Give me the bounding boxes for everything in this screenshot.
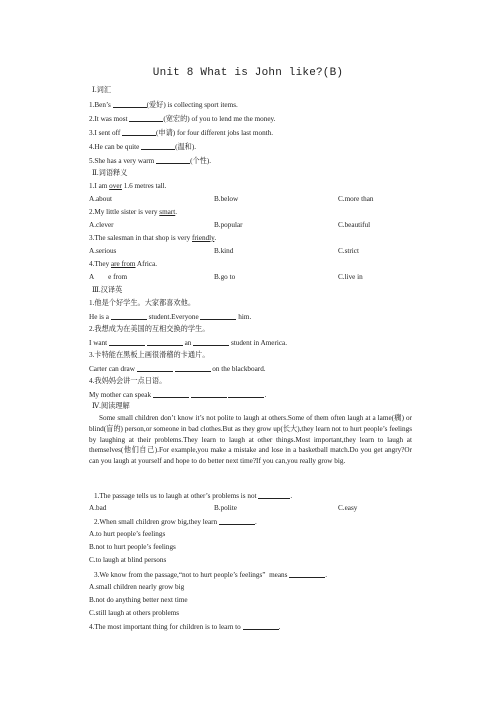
answer-blank[interactable]	[243, 622, 279, 630]
s3-answer-1: He is a student.Everyone him.	[89, 313, 252, 321]
reading-passage: Some small children don’t know it’s not polite to laugh at others.Some of them often laugh at a lame(瘸) or blind(盲的) person,or someone in bad clothes.But as they grow up(长大),they learn not to hurt people’s feelings by laughing at their problems.They learn to laugh at other things.Most important,they learn to laugh at themselves(他们自己).For example,you make a mistake and lose in a basketball match.Do you get angry?Or can you laugh at yourself and hope to do better next time?If you can,you really grow big.	[89, 414, 412, 466]
s2-question-1: 1.I am over 1.6 metres tall.	[89, 182, 167, 190]
s2-q4-options	[89, 273, 419, 282]
s2-q1-options	[89, 195, 419, 204]
section-2-heading: Ⅱ.词语释义	[92, 169, 128, 177]
option-c[interactable]: C.strict	[338, 247, 359, 255]
s4-q1-options	[89, 504, 419, 513]
option-b[interactable]: B.kind	[214, 247, 234, 255]
section-1-heading: Ⅰ.词汇	[92, 86, 112, 94]
answer-blank[interactable]	[258, 491, 290, 499]
answer-blank[interactable]	[175, 364, 211, 372]
s2-question-2: 2.My little sister is very smart.	[89, 208, 178, 216]
s3-answer-3: Carter can draw on the blackboard.	[89, 365, 266, 373]
option-c[interactable]: C.more than	[338, 195, 374, 203]
s3-question-3: 3.卡特能在黑板上画很滑稽的卡通片。	[89, 351, 210, 359]
answer-blank[interactable]	[153, 390, 189, 398]
s2-question-3: 3.The salesman in that shop is very friendly.	[89, 234, 217, 242]
option-c[interactable]: C.live in	[338, 273, 363, 281]
answer-blank[interactable]	[289, 570, 325, 578]
page-title: Unit 8 What is John like?(B)	[152, 67, 344, 79]
answer-blank[interactable]	[113, 100, 147, 108]
answer-blank[interactable]	[156, 156, 190, 164]
answer-blank[interactable]	[191, 390, 227, 398]
s4-q2-option-a[interactable]: A.to hurt people’s feelings	[89, 530, 166, 538]
s4-q3-option-a[interactable]: A.small children nearly grow big	[89, 583, 185, 591]
s4-question-4: 4.The most important thing for children is to learn to .	[89, 623, 281, 631]
section-3-heading: Ⅲ.汉译英	[92, 286, 123, 294]
s4-q3-option-c[interactable]: C.still laugh at others problems	[89, 609, 180, 617]
answer-blank[interactable]	[193, 338, 229, 346]
s4-question-3: 3.We know from the passage,“not to hurt people’s feelings” means .	[94, 571, 328, 579]
s2-question-4: 4.They are from Africa.	[89, 260, 158, 268]
answer-blank[interactable]	[147, 338, 183, 346]
s1-question-4: 4.He can be quite (温和).	[89, 143, 197, 151]
option-a[interactable]: A.bad	[89, 504, 107, 512]
s2-q3-options	[89, 247, 419, 256]
option-c[interactable]: C.beautiful	[338, 221, 371, 229]
answer-blank[interactable]	[200, 312, 236, 320]
option-c[interactable]: C.easy	[338, 504, 358, 512]
option-b[interactable]: B.below	[214, 195, 239, 203]
answer-blank[interactable]	[122, 128, 156, 136]
s1-question-5: 5.She has a very warm (个性).	[89, 157, 212, 165]
section-4-heading: Ⅳ.阅读理解	[92, 402, 130, 410]
answer-blank[interactable]	[111, 312, 147, 320]
s1-question-3: 3.I sent off (申请) for four different jobs last month.	[89, 129, 274, 137]
option-a[interactable]: A.clever	[89, 221, 114, 229]
answer-blank[interactable]	[137, 364, 173, 372]
s3-question-2: 2.我想成为在美国的互相交换的学生。	[89, 325, 210, 333]
option-a[interactable]: A.about	[89, 195, 112, 203]
s4-q2-option-c[interactable]: C.to laugh at blind persons	[89, 556, 167, 564]
s3-question-1: 1.他是个好学生。大家都喜欢他。	[89, 299, 196, 307]
s1-question-2: 2.It was most (宽宏的) of you to lend me the money.	[89, 115, 276, 123]
option-b[interactable]: B.go to	[214, 273, 236, 281]
option-a[interactable]: A e from	[89, 273, 128, 281]
s3-question-4: 4.我妈妈会讲一点日语。	[89, 377, 167, 385]
s3-answer-4: My mother can speak .	[89, 391, 267, 399]
s4-q2-option-b[interactable]: B.not to hurt people’s feelings	[89, 543, 176, 551]
answer-blank[interactable]	[109, 338, 145, 346]
answer-blank[interactable]	[141, 142, 175, 150]
answer-blank[interactable]	[228, 390, 264, 398]
s4-question-2: 2.When small children grow big,they learn .	[94, 518, 257, 526]
s4-question-1: 1.The passage tells us to laugh at other’s problems is not .	[94, 492, 293, 500]
s4-q3-option-b[interactable]: B.not do anything better next time	[89, 596, 188, 604]
s3-answer-2: I want an student in America.	[89, 339, 288, 347]
option-b[interactable]: B.popular	[214, 221, 243, 229]
option-a[interactable]: A.serious	[89, 247, 117, 255]
answer-blank[interactable]	[129, 114, 163, 122]
s2-q2-options	[89, 221, 419, 230]
s1-question-1: 1.Ben’s (爱好) is collecting sport items.	[89, 101, 238, 109]
answer-blank[interactable]	[219, 517, 255, 525]
option-b[interactable]: B.polite	[214, 504, 237, 512]
